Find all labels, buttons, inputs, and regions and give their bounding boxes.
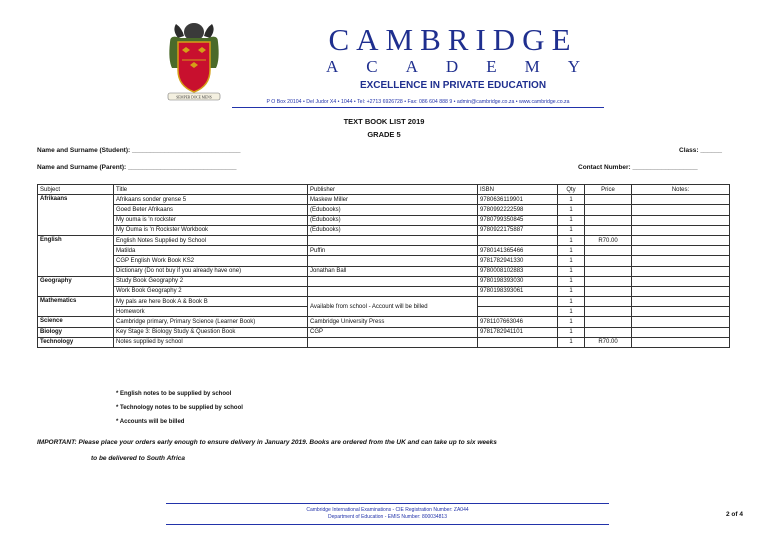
school-brand (322, 24, 584, 91)
title-cell: My ouma is 'n rockster (114, 215, 308, 225)
important-notice-cont: to be delivered to South Africa (91, 455, 186, 462)
subject-cell: Science (38, 317, 114, 327)
qty-cell: 1 (558, 256, 585, 266)
contact-number-field: Contact Number: __________________ (578, 164, 698, 171)
subname-letter: A (326, 57, 339, 76)
qty-cell: 1 (558, 246, 585, 256)
notes-cell (632, 276, 730, 286)
table-row (38, 276, 730, 286)
title-cell: Homework (114, 307, 308, 317)
notes-cell (632, 215, 730, 225)
table-row (38, 327, 730, 337)
subject-cell: Geography (38, 276, 114, 296)
isbn-cell (478, 307, 558, 317)
important-notice: IMPORTANT: Please place your orders early enough to ensure delivery in January 2019. Books are ordered from the UK and can take up to six weeks (37, 439, 497, 446)
price-cell (585, 215, 632, 225)
price-cell: R70.00 (585, 337, 632, 347)
notes-cell (632, 256, 730, 266)
title-cell: Goed Beter Afrikaans (114, 205, 308, 215)
table-row (38, 246, 730, 256)
textbook-table (37, 184, 730, 348)
notes-cell (632, 246, 730, 256)
isbn-cell: 9780198393061 (478, 286, 558, 296)
student-name-field: Name and Surname (Student): ______________________________ (37, 147, 241, 154)
qty-cell: 1 (558, 307, 585, 317)
title-cell: Key Stage 3: Biology Study & Question Book (114, 327, 308, 337)
qty-cell: 1 (558, 327, 585, 337)
publisher-cell: (Edubooks) (308, 225, 478, 235)
price-cell (585, 266, 632, 276)
footer-emis: Department of Education - EMIS Number: 800034813 (328, 514, 447, 520)
publisher-cell: Maskew Miller (308, 195, 478, 205)
note-accounts: * Accounts will be billed (116, 419, 185, 425)
price-cell (585, 286, 632, 296)
notes-cell (632, 225, 730, 235)
publisher-cell: (Edubooks) (308, 205, 478, 215)
table-row (38, 195, 730, 205)
subname-letter: Y (567, 57, 580, 76)
isbn-cell: 9781107663046 (478, 317, 558, 327)
publisher-cell (308, 276, 478, 286)
class-field: Class: ______ (679, 147, 723, 154)
price-cell (585, 225, 632, 235)
qty-cell: 1 (558, 266, 585, 276)
table-row (38, 225, 730, 235)
title-cell: Afrikaans sonder grense 5 (114, 195, 308, 205)
publisher-cell (308, 286, 478, 296)
column-header: Qty (558, 185, 585, 195)
publisher-cell: CGP (308, 327, 478, 337)
column-header: Subject (38, 185, 114, 195)
isbn-cell (478, 337, 558, 347)
table-row (38, 286, 730, 296)
notes-cell (632, 195, 730, 205)
subname-letter: M (524, 57, 540, 76)
school-subname (322, 58, 584, 76)
footer-cie: Cambridge International Examinations - CIE Registration Number: ZA044 (306, 507, 469, 513)
publisher-cell: Available from school - Account will be billed (308, 297, 478, 317)
isbn-cell: 9780636119901 (478, 195, 558, 205)
note-english: * English notes to be supplied by school (116, 391, 232, 397)
subname-letter: A (405, 57, 418, 76)
qty-cell: 1 (558, 286, 585, 296)
isbn-cell: 9781782941330 (478, 256, 558, 266)
isbn-cell (478, 235, 558, 245)
notes-cell (632, 205, 730, 215)
title-cell: Study Book Geography 2 (114, 276, 308, 286)
title-cell: Notes supplied by school (114, 337, 308, 347)
qty-cell: 1 (558, 215, 585, 225)
column-header: Publisher (308, 185, 478, 195)
table-row (38, 235, 730, 245)
isbn-cell: 9780922175887 (478, 225, 558, 235)
notes-cell (632, 337, 730, 347)
price-cell (585, 256, 632, 266)
price-cell (585, 205, 632, 215)
isbn-cell: 9780141365466 (478, 246, 558, 256)
qty-cell: 1 (558, 195, 585, 205)
qty-cell: 1 (558, 225, 585, 235)
footer-divider (166, 503, 609, 504)
notes-cell (632, 327, 730, 337)
qty-cell: 1 (558, 276, 585, 286)
school-crest-logo (166, 20, 222, 102)
publisher-cell: Jonathan Ball (308, 266, 478, 276)
qty-cell: 1 (558, 205, 585, 215)
qty-cell: 1 (558, 297, 585, 307)
publisher-cell: (Edubooks) (308, 215, 478, 225)
price-cell (585, 317, 632, 327)
price-cell (585, 327, 632, 337)
table-header-row (38, 185, 730, 195)
title-cell: My pals are here Book A & Book B (114, 297, 308, 307)
contact-line: P O Box 20104 • Del Judor X4 • 1044 • Tel: +2713 6926728 • Fax: 086 604 888 9 • admin@cambridge.co.za • www.cambridge.co.za (266, 99, 570, 105)
note-technology: * Technology notes to be supplied by school (116, 405, 243, 411)
isbn-cell: 9780008102883 (478, 266, 558, 276)
notes-cell (632, 235, 730, 245)
subject-cell: English (38, 235, 114, 276)
column-header: Notes: (632, 185, 730, 195)
footer-divider-bottom (166, 524, 609, 525)
isbn-cell (478, 297, 558, 307)
table-row (38, 337, 730, 347)
document-grade: GRADE 5 (367, 130, 401, 139)
column-header: Title (114, 185, 308, 195)
subject-cell: Biology (38, 327, 114, 337)
qty-cell: 1 (558, 235, 585, 245)
isbn-cell: 9781782941101 (478, 327, 558, 337)
publisher-cell (308, 256, 478, 266)
title-cell: Dictionary (Do not buy if you already have one) (114, 266, 308, 276)
subname-letter: D (445, 57, 459, 76)
title-cell: English Notes Supplied by School (114, 235, 308, 245)
subname-letter: E (486, 57, 497, 76)
table-row (38, 256, 730, 266)
notes-cell (632, 307, 730, 317)
title-cell: Work Book Geography 2 (114, 286, 308, 296)
title-cell: My Ouma is 'n Rockster Workbook (114, 225, 308, 235)
school-name: CAMBRIDGE (328, 22, 578, 57)
isbn-cell: 9780198393030 (478, 276, 558, 286)
price-cell (585, 195, 632, 205)
notes-cell (632, 297, 730, 307)
header-divider (232, 107, 604, 108)
table-row (38, 215, 730, 225)
school-slogan: EXCELLENCE IN PRIVATE EDUCATION (359, 80, 547, 91)
price-cell (585, 297, 632, 307)
table-row (38, 205, 730, 215)
price-cell (585, 276, 632, 286)
title-cell: Cambridge primary, Primary Science (Learner Book) (114, 317, 308, 327)
page-number: 2 of 4 (726, 511, 743, 518)
publisher-cell (308, 337, 478, 347)
table-row (38, 297, 730, 307)
qty-cell: 1 (558, 317, 585, 327)
isbn-cell: 9780799350845 (478, 215, 558, 225)
crest-motto: SEMPER DOCE MENS (176, 95, 212, 100)
parent-name-field: Name and Surname (Parent): ______________________________ (37, 164, 237, 171)
subject-cell: Mathematics (38, 297, 114, 317)
title-cell: Matilda (114, 246, 308, 256)
title-cell: CGP English Work Book KS2 (114, 256, 308, 266)
notes-cell (632, 266, 730, 276)
column-header: Price (585, 185, 632, 195)
column-header: ISBN (478, 185, 558, 195)
notes-cell (632, 317, 730, 327)
publisher-cell (308, 235, 478, 245)
price-cell (585, 307, 632, 317)
document-title: TEXT BOOK LIST 2019 (343, 117, 425, 126)
subname-letter: C (366, 57, 378, 76)
table-row (38, 317, 730, 327)
subject-cell: Technology (38, 337, 114, 347)
notes-cell (632, 286, 730, 296)
qty-cell: 1 (558, 337, 585, 347)
subject-cell: Afrikaans (38, 195, 114, 236)
price-cell: R70.00 (585, 235, 632, 245)
table-row (38, 266, 730, 276)
isbn-cell: 9780992222598 (478, 205, 558, 215)
publisher-cell: Cambridge University Press (308, 317, 478, 327)
publisher-cell: Puffin (308, 246, 478, 256)
price-cell (585, 246, 632, 256)
